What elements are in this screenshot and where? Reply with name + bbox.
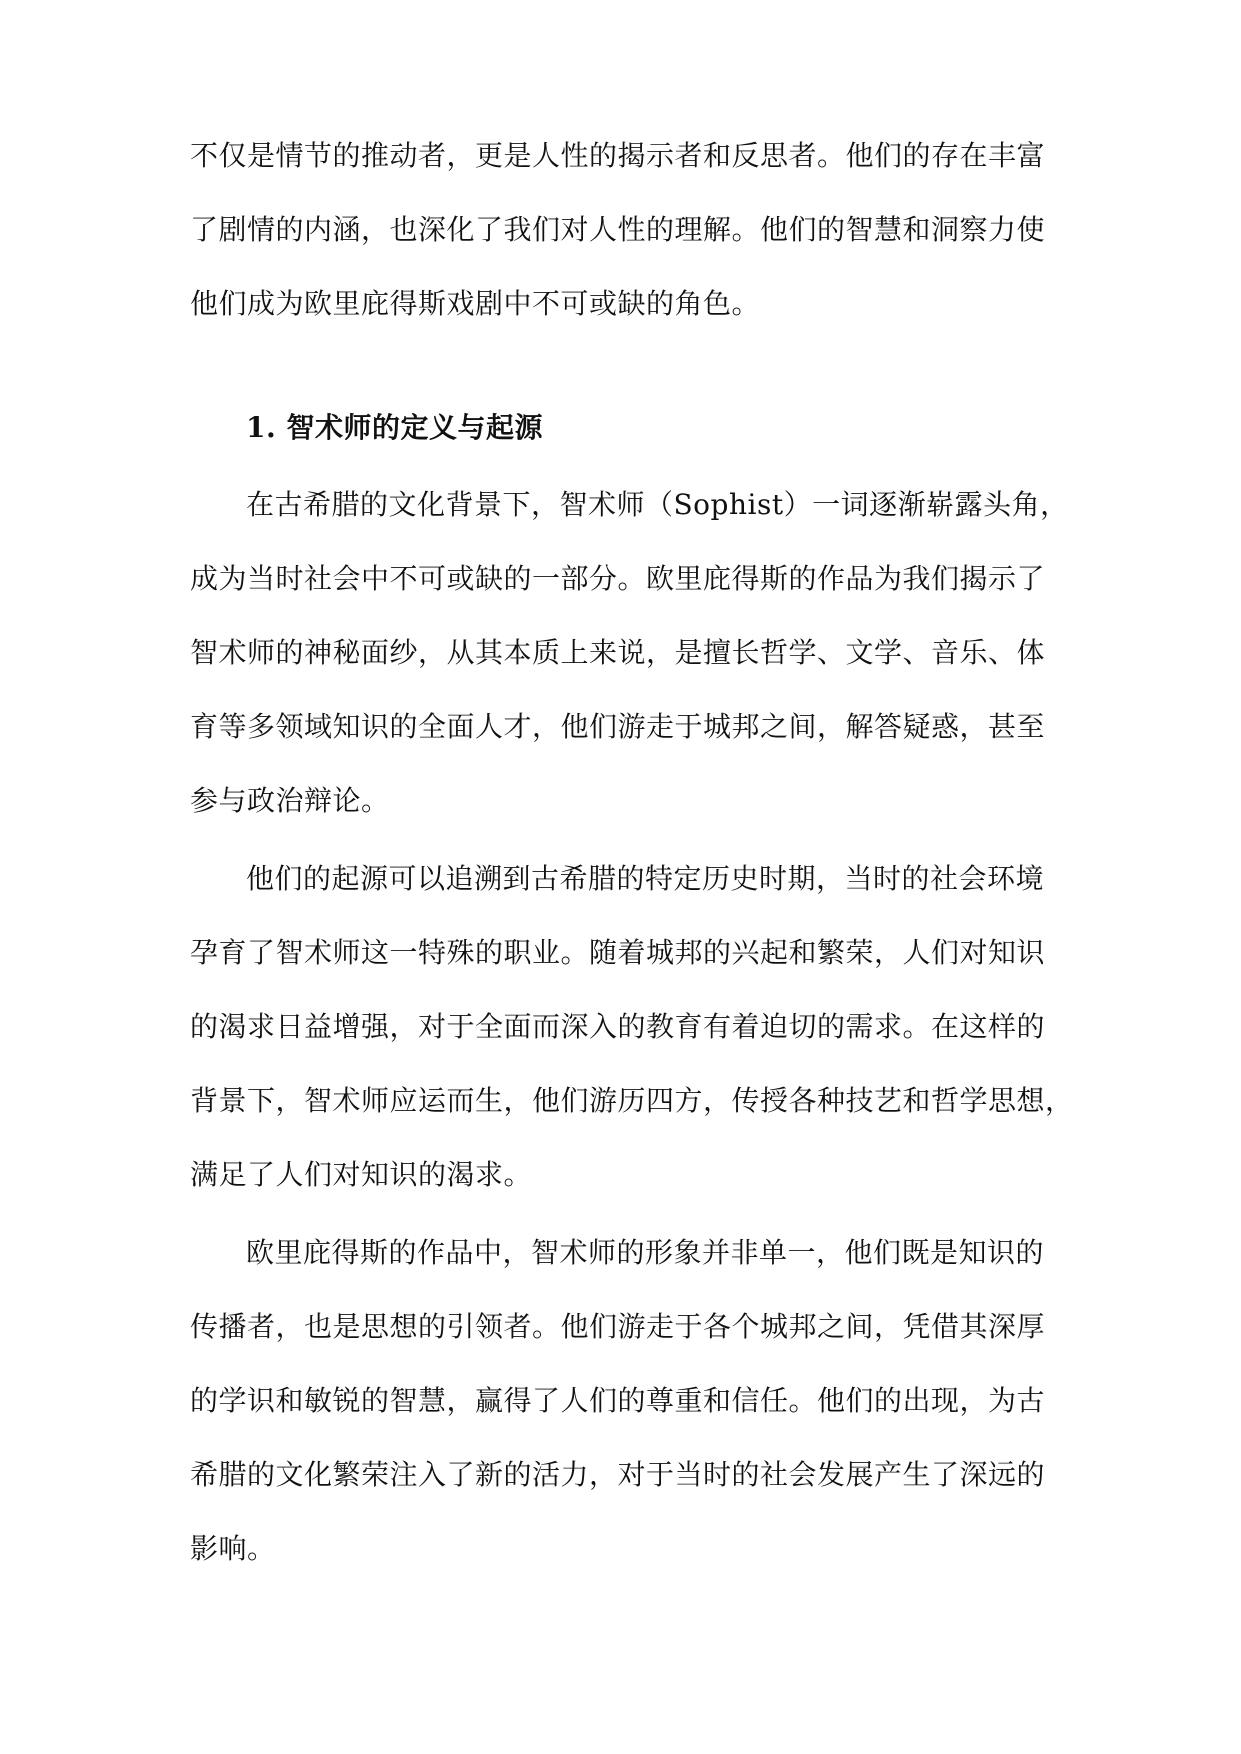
text-line: 他们成为欧里庇得斯戏剧中不可或缺的角色。 [190, 287, 761, 320]
text-line: 希腊的文化繁荣注入了新的活力，对于当时的社会发展产生了深远的 [190, 1458, 1046, 1491]
text-line: 智术师的神秘面纱，从其本质上来说，是擅长哲学、文学、音乐、体 [190, 636, 1046, 669]
text-line: 孕育了智术师这一特殊的职业。随着城邦的兴起和繁荣，人们对知识 [190, 936, 1046, 969]
text-line: 的渴求日益增强，对于全面而深入的教育有着迫切的需求。在这样的 [190, 1010, 1046, 1043]
section-heading: 1. 智术师的定义与起源 [246, 411, 543, 444]
text-line: 他们的起源可以追溯到古希腊的特定历史时期，当时的社会环境 [246, 862, 1045, 895]
text-line: 欧里庇得斯的作品中，智术师的形象并非单一，他们既是知识的 [246, 1236, 1045, 1269]
text-line: 的学识和敏锐的智慧，赢得了人们的尊重和信任。他们的出现，为古 [190, 1384, 1046, 1417]
text-line: 传播者，也是思想的引领者。他们游走于各个城邦之间，凭借其深厚 [190, 1310, 1046, 1343]
text-line: 不仅是情节的推动者，更是人性的揭示者和反思者。他们的存在丰富 [190, 139, 1046, 172]
text-line: 育等多领域知识的全面人才，他们游走于城邦之间，解答疑惑，甚至 [190, 710, 1046, 743]
text-line: 成为当时社会中不可或缺的一部分。欧里庇得斯的作品为我们揭示了 [190, 562, 1046, 595]
text-line: 影响。 [190, 1532, 276, 1565]
text-line: 参与政治辩论。 [190, 784, 390, 817]
text-line: 背景下，智术师应运而生，他们游历四方，传授各种技艺和哲学思想， [190, 1084, 1074, 1117]
text-line: 在古希腊的文化背景下，智术师（Sophist）一词逐渐崭露头角， [246, 488, 1069, 521]
text-line: 满足了人们对知识的渴求。 [190, 1158, 533, 1191]
text-line: 了剧情的内涵，也深化了我们对人性的理解。他们的智慧和洞察力使 [190, 213, 1046, 246]
